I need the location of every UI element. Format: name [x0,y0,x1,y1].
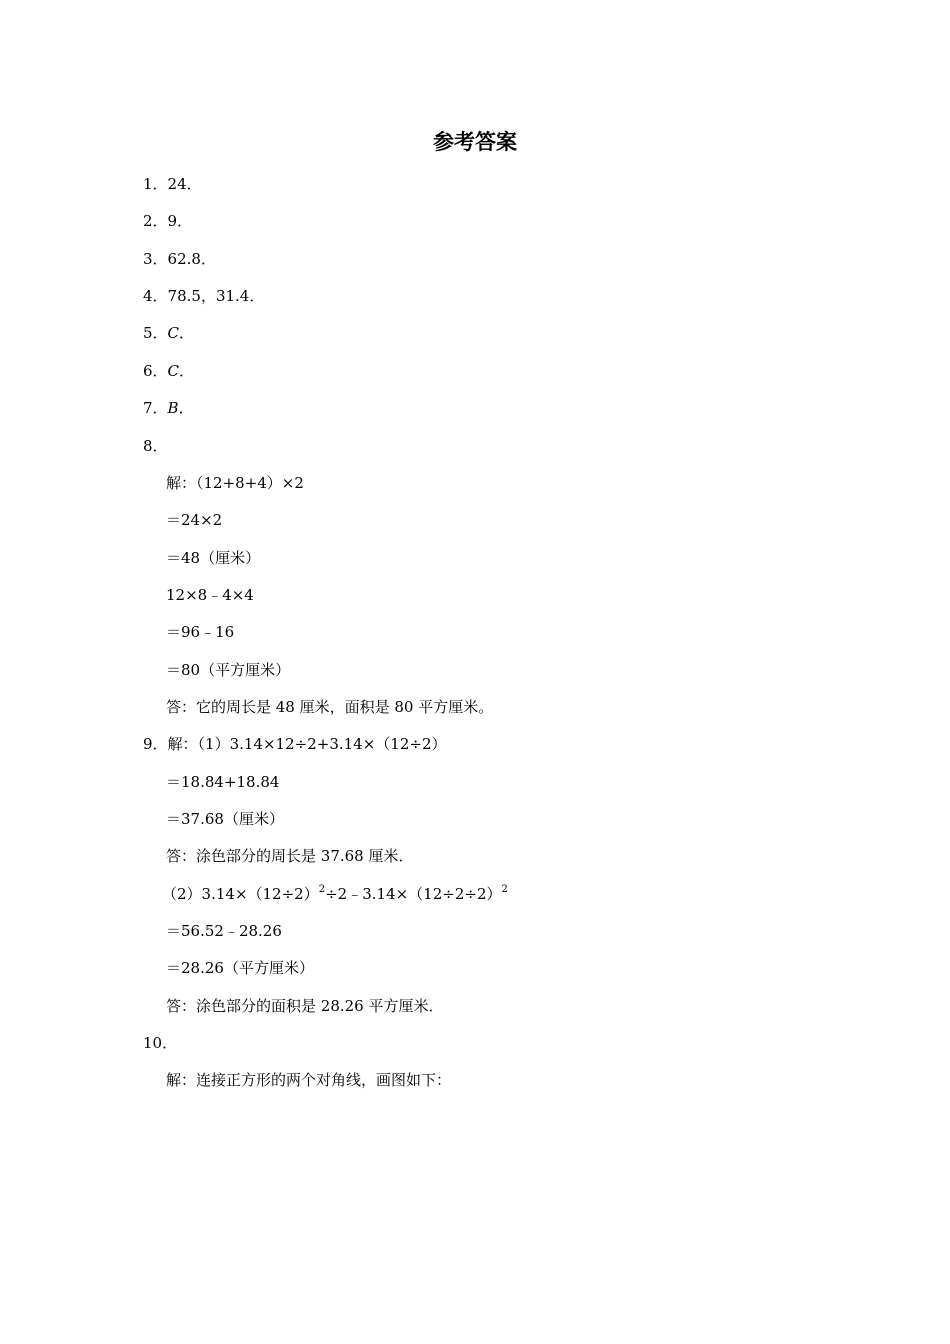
answer-6 [143,361,194,381]
solution-line: ＝37.68（厘米） [166,810,284,828]
answer-number: 2． [143,212,168,230]
solution-line: ＝56.52﹣28.26 [166,922,282,940]
answer-number: 5． [143,324,168,342]
page-title: 参考答案 [433,130,517,154]
solution-line: 解：（12+8+4）×2 [166,474,304,492]
solution-line: ＝18.84+18.84 [166,773,280,791]
solution-line: 解：（1）3.14×12÷2+3.14×（12÷2） [167,735,447,753]
answer-end: ． [179,362,195,380]
exponent: 2 [501,884,508,895]
solution-line: ＝48（厘米） [166,549,261,567]
answer-sentence: 答：它的周长是 48 厘米，面积是 80 平方厘米。 [166,698,494,716]
answer-4 [143,286,264,306]
answer-sentence: 答：涂色部分的面积是 28.26 平方厘米． [166,997,444,1015]
solution-line: 解：连接正方形的两个对角线，画图如下： [166,1071,452,1089]
answer-number: 7． [143,399,168,417]
answer-text: 24． [167,175,202,193]
answer-number: 3． [143,250,168,268]
answer-5 [143,323,194,343]
answer-number: 1． [143,175,168,193]
answer-text: 9． [167,212,193,230]
answer-number: 4． [143,287,168,305]
answer-sentence: 答：涂色部分的周长是 37.68 厘米． [166,847,414,865]
formula-part: （2）3.14×（12÷2） [162,885,319,903]
solution-line: 12×8﹣4×4 [166,586,254,604]
answer-10-number: 10． [143,1034,178,1052]
answer-2 [143,211,192,231]
solution-line: ＝96﹣16 [166,623,235,641]
answer-end: ． [178,399,194,417]
answer-number: 9． [143,735,168,753]
answer-text: 78.5，31.4． [167,287,265,305]
answer-letter: C [167,362,180,380]
answer-1 [143,174,202,194]
solution-line-part2 [162,884,508,904]
answer-text: 62.8． [167,250,216,268]
answer-letter: B [167,399,179,417]
solution-line: ＝24×2 [166,511,223,529]
answer-number: 6． [143,362,168,380]
answer-9 [143,734,447,754]
answer-7 [143,398,194,418]
answer-8-number: 8． [143,437,168,455]
solution-line: ＝28.26（平方厘米） [166,959,314,977]
exponent: 2 [318,884,326,895]
answer-letter: C [167,324,180,342]
answer-end: ． [179,324,195,342]
answer-3 [143,249,216,269]
solution-line: ＝80（平方厘米） [166,661,291,679]
formula-part: ÷2﹣3.14×（12÷2÷2） [325,885,502,903]
